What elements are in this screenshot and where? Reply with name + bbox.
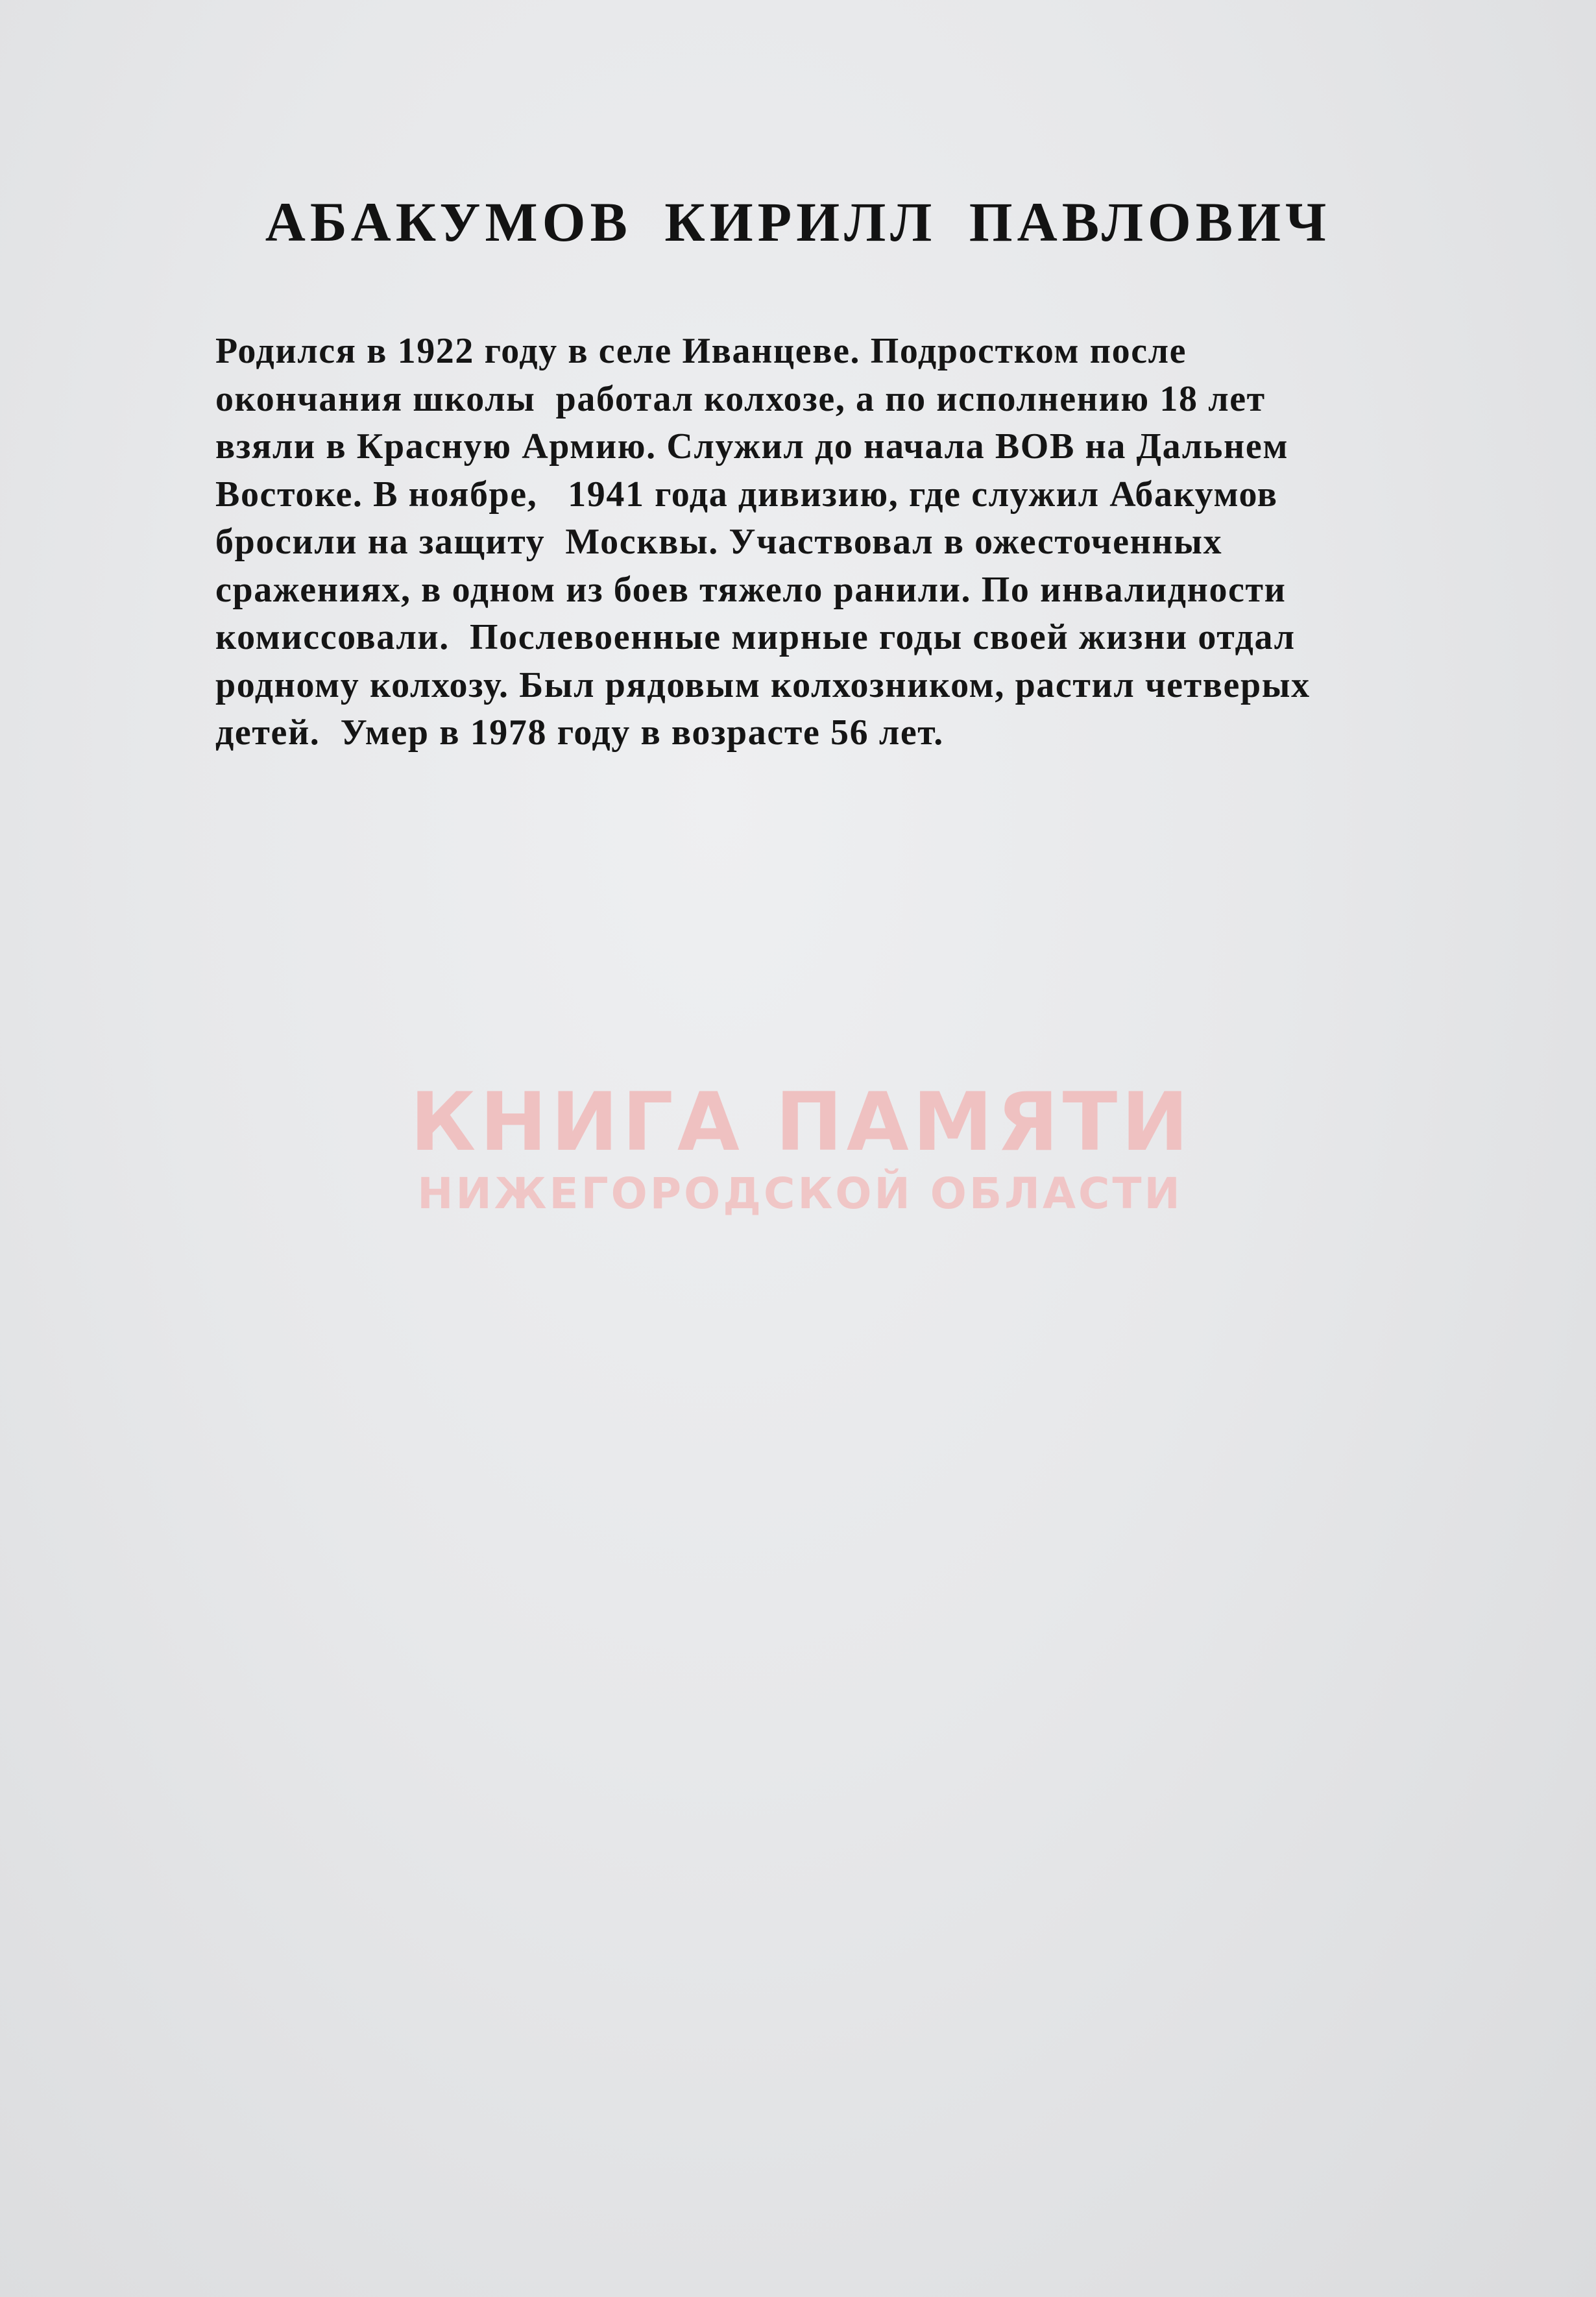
bio-line: окончания школы работал колхозе, а по исполнению 18 лет — [215, 378, 1266, 419]
bio-line: бросили на защиту Москвы. Участвовал в ожесточенных — [215, 522, 1223, 562]
watermark-line-1: КНИГА ПАМЯТИ — [409, 1076, 1193, 1169]
watermark-line-2: НИЖЕГОРОДСКОЙ ОБЛАСТИ — [417, 1169, 1183, 1219]
person-name-title: АБАКУМОВ КИРИЛЛ ПАВЛОВИЧ — [265, 191, 1331, 253]
bio-line: комиссовали. Послевоенные мирные годы своей жизни отдал — [215, 617, 1296, 657]
watermark — [0, 1077, 1596, 1220]
bio-line: Родился в 1922 году в селе Иванцеве. Подростком после — [215, 331, 1187, 371]
bio-line: сражениях, в одном из боев тяжело ранили. По инвалидности — [215, 569, 1287, 610]
biography-text — [215, 328, 1500, 757]
bio-line: Востоке. В ноябре, 1941 года дивизию, где служил Абакумов — [215, 474, 1278, 515]
bio-line: родному колхозу. Был рядовым колхозником, растил четверых — [215, 664, 1311, 705]
bio-line: детей. Умер в 1978 году в возрасте 56 лет. — [215, 712, 944, 753]
bio-line: взяли в Красную Армию. Служил до начала ВОВ на Дальнем — [215, 426, 1289, 467]
